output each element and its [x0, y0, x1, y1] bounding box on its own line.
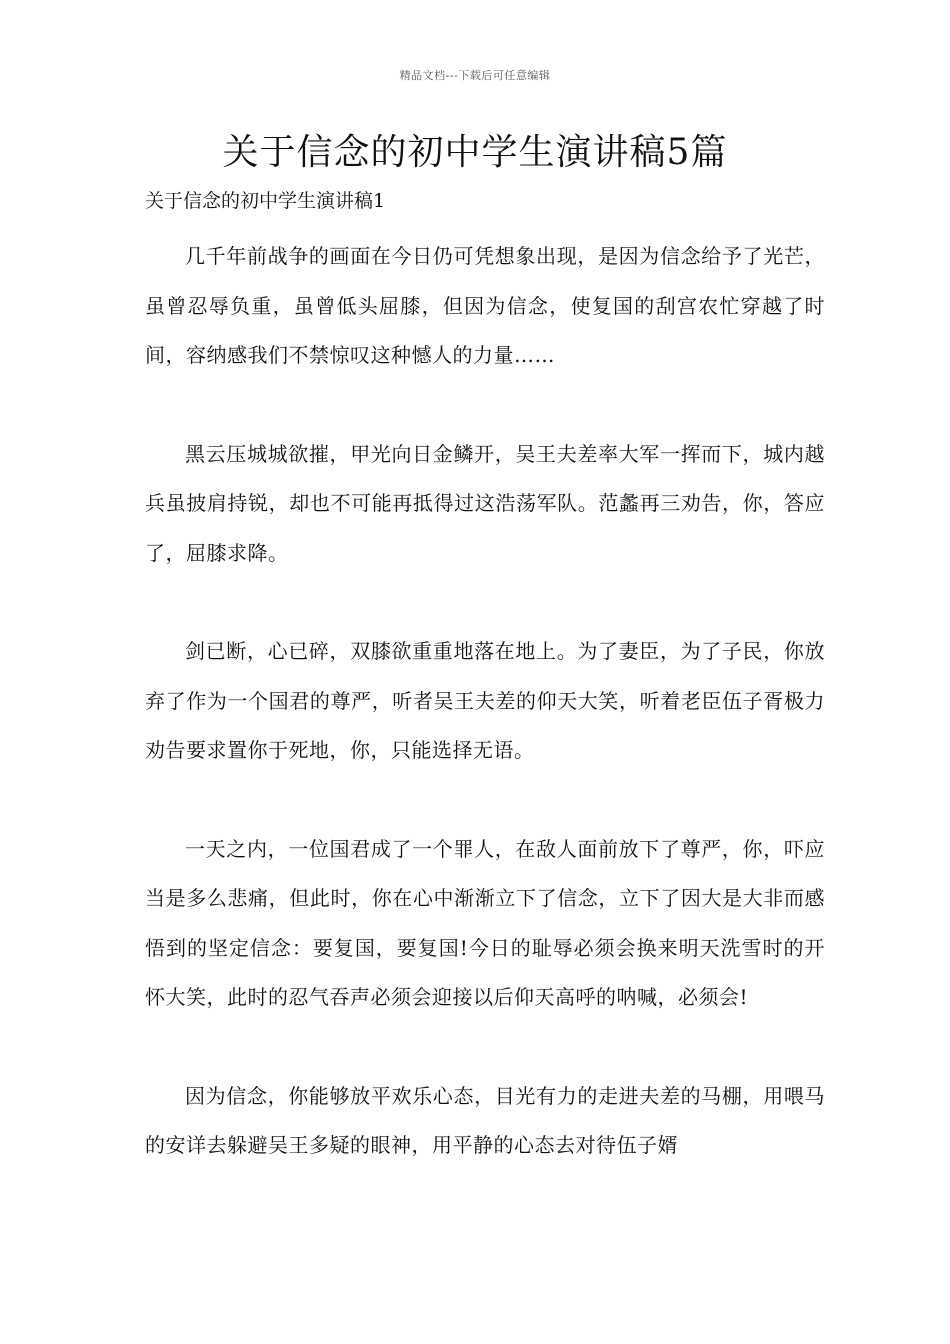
body-text: [145, 232, 825, 1220]
paragraph-3: 剑已断，心已碎，双膝欲重重地落在地上。为了妻臣，为了子民，你放弃了作为一个国君的尊严，听者吴王夫差的仰天大笑，听着老臣伍子胥极力劝告要求置你于死地，你，只能选择无语。: [145, 639, 825, 762]
header-note: 精品文档---下载后可任意编辑: [399, 69, 551, 82]
paragraph-5: 因为信念，你能够放平欢乐心态，目光有力的走进夫差的马棚，用喂马的安详去躲避吴王多疑的眼神，用平静的心态去对待伍子婿: [145, 1083, 825, 1157]
document-title: 关于信念的初中学生演讲稿5篇: [222, 132, 728, 173]
section-subtitle: 关于信念的初中学生演讲稿1: [145, 190, 386, 212]
paragraph-2: 黑云压城城欲摧，甲光向日金鳞开，吴王夫差率大军一挥而下，城内越兵虽披肩持锐，却也不可能再抵得过这浩荡军队。范蠡再三劝告，你，答应了，屈膝求降。: [145, 441, 825, 565]
paragraph-1: 几千年前战争的画面在今日仍可凭想象出现，是因为信念给予了光芒，虽曾忍辱负重，虽曾低头屈膝，但因为信念，使复国的刮宫农忙穿越了时间，容纳感我们不禁惊叹这种憾人的力量……: [145, 244, 825, 367]
paragraph-4: 一天之内，一位国君成了一个罪人，在敌人面前放下了尊严，你，吓应当是多么悲痛，但此时，你在心中渐渐立下了信念，立下了因大是大非而感悟到的坚定信念：要复国，要复国!今日的耻辱必须会换来明天洗雪时的开怀大笑，此时的忍气吞声必须会迎接以后仰天高呼的呐喊，必须会!: [145, 836, 825, 1009]
